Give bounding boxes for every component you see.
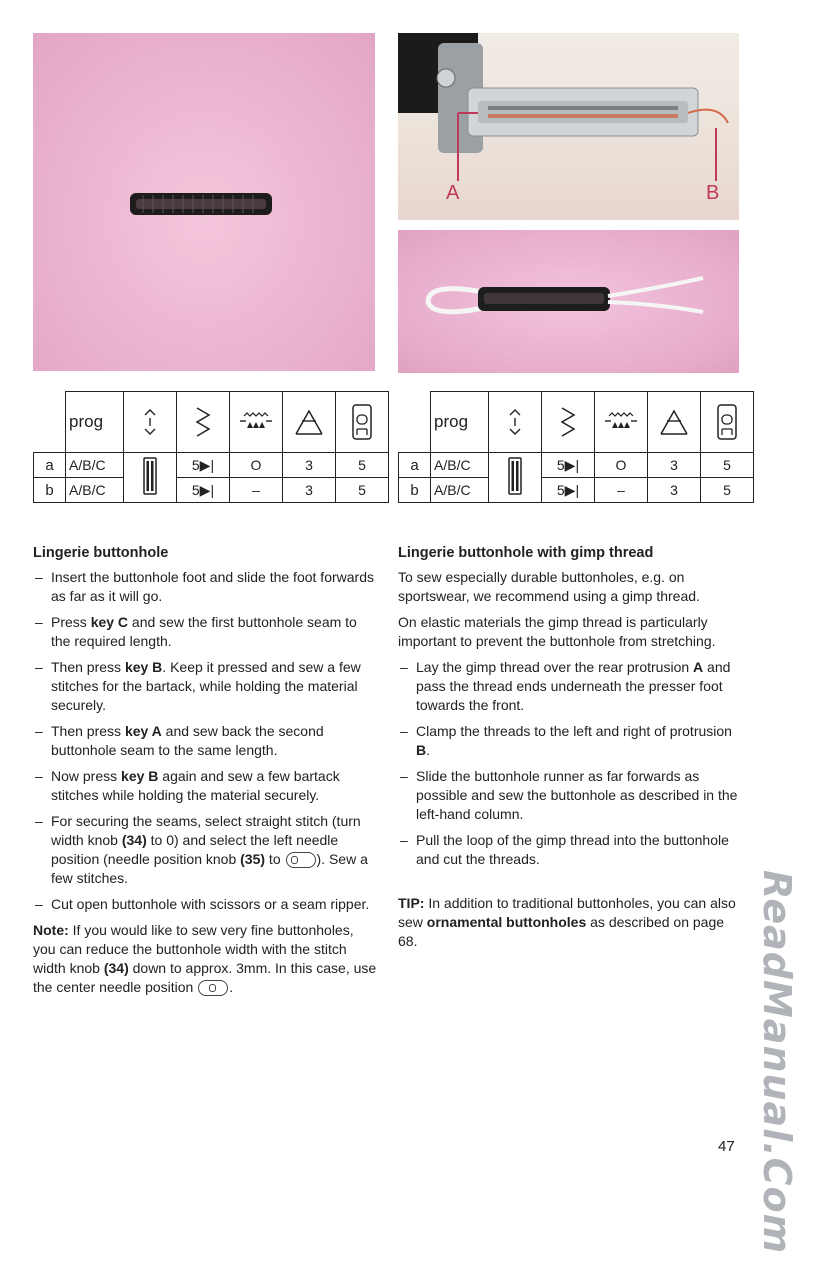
list-item: – For securing the seams, select straight stitch (turn width knob (34) to 0) and select the left needle position (needle position knob (35) to ). Sew a few stitches. (33, 812, 378, 888)
list-item: – Now press key B again and sew a few bartack stitches while holding the material securely. (33, 767, 378, 805)
list-item: – Press key C and sew the first buttonhole seam to the required length. (33, 613, 378, 651)
left-needle-position-icon (286, 852, 316, 868)
prog-header: prog (431, 392, 489, 453)
list-item: – Insert the buttonhole foot and slide the foot forwards as far as it will go. (33, 568, 378, 606)
buttonhole-foot-photo (398, 33, 739, 220)
tip-paragraph: TIP: In addition to traditional buttonholes, you can also sew ornamental buttonholes as described on page 68. (398, 895, 736, 949)
feed-dog-header-icon (230, 392, 283, 453)
elastic-paragraph: On elastic materials the gimp thread is particularly important to prevent the buttonhole from stretching. (398, 614, 716, 649)
feed-dog-header-icon (595, 392, 648, 453)
settings-table-left (33, 391, 389, 503)
list-item: – Lay the gimp thread over the rear protrusion A and pass the thread ends underneath the presser foot towards the front. (398, 658, 743, 715)
buttonhole-symbol-cell (489, 453, 542, 503)
label-b: B (706, 182, 720, 204)
list-item: – Clamp the threads to the left and right of protrusion B. (398, 722, 743, 760)
list-item: – Then press key B. Keep it pressed and sew a few stitches for the bartack, while holding the material securely. (33, 658, 378, 715)
buttonhole-symbol-icon (142, 456, 158, 496)
list-item: – Slide the buttonhole runner as far forwards as possible and sew the buttonhole as described in the left-hand column. (398, 767, 743, 824)
instruction-list (33, 568, 378, 914)
watermark: ReadManual.Com (755, 870, 799, 1255)
table-row: a A/B/C 5▶| O 3 5 (399, 453, 754, 478)
presser-pressure-header-icon (283, 392, 336, 453)
table-row: a A/B/C 5▶| O 3 5 (34, 453, 389, 478)
settings-table-right (398, 391, 754, 503)
center-needle-position-icon (198, 980, 228, 996)
presser-foot-header-icon (701, 392, 754, 453)
buttonhole-foot-illustration (398, 33, 739, 220)
stitch-length-header-icon (489, 392, 542, 453)
list-item: – Pull the loop of the gimp thread into the buttonhole and cut the threads. (398, 831, 743, 869)
left-column (33, 544, 378, 1004)
list-item: – Then press key A and sew back the second buttonhole seam to the same length. (33, 722, 378, 760)
gimp-buttonhole-illustration (398, 230, 739, 373)
lingerie-buttonhole-illustration (33, 33, 375, 371)
intro-paragraph: To sew especially durable buttonholes, e.g. on sportswear, we recommend using a gimp thread. (398, 569, 700, 604)
presser-foot-header-icon (336, 392, 389, 453)
page-number: 47 (718, 1138, 735, 1155)
buttonhole-photo (33, 33, 375, 371)
section-heading: Lingerie buttonhole (33, 545, 169, 561)
list-item: – Cut open buttonhole with scissors or a seam ripper. (33, 895, 378, 914)
prog-header: prog (66, 392, 124, 453)
note-paragraph: Note: If you would like to sew very fine buttonholes, you can reduce the buttonhole width with the stitch width knob (34) down to approx. 3mm. In this case, use the center needle position . (33, 922, 377, 995)
instruction-list (398, 658, 743, 869)
presser-pressure-header-icon (648, 392, 701, 453)
buttonhole-symbol-cell (124, 453, 177, 503)
stitch-width-header-icon (542, 392, 595, 453)
stitch-width-header-icon (177, 392, 230, 453)
right-column (398, 544, 743, 958)
buttonhole-symbol-icon (507, 456, 523, 496)
gimp-buttonhole-photo (398, 230, 739, 373)
stitch-length-header-icon (124, 392, 177, 453)
table-row: b A/B/C 5▶| – 3 5 (399, 478, 754, 503)
table-row: b A/B/C 5▶| – 3 5 (34, 478, 389, 503)
section-heading: Lingerie buttonhole with gimp thread (398, 545, 654, 561)
label-a: A (446, 182, 460, 204)
